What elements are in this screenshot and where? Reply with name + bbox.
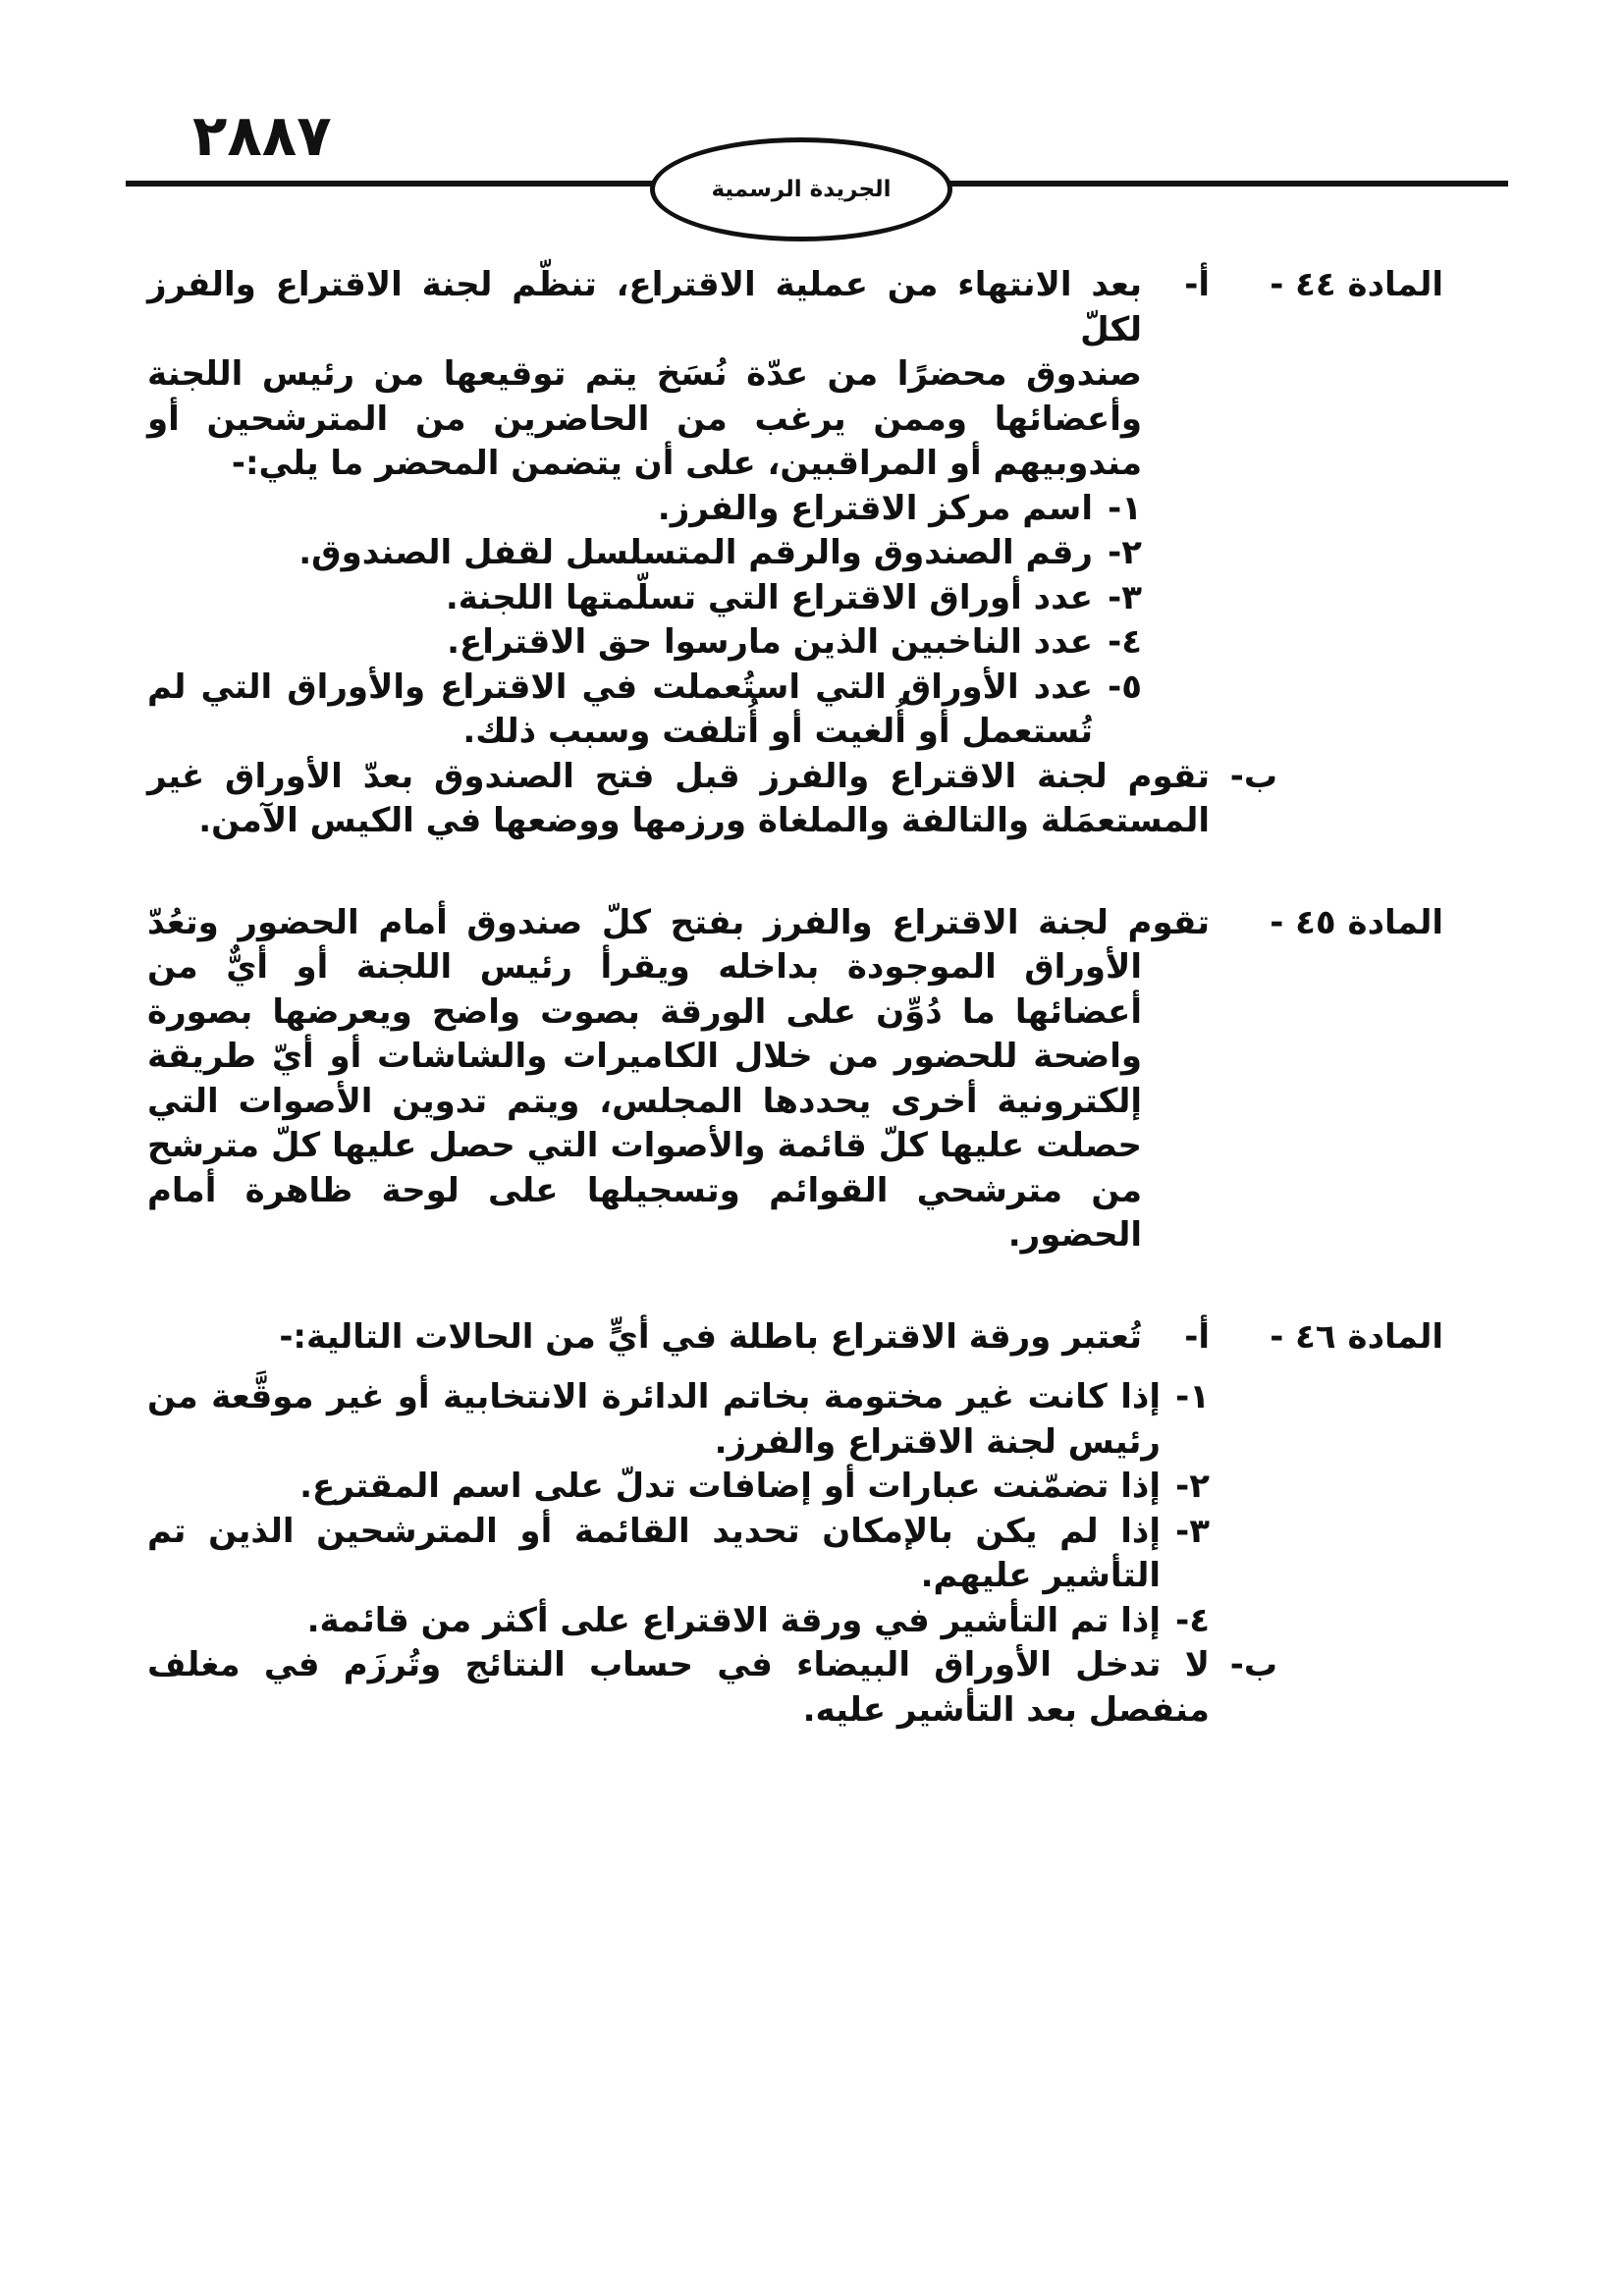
article-label: المادة ٤٥ - (1270, 902, 1443, 942)
clause-text: تقوم لجنة الاقتراع والفرز قبل فتح الصندوق بعدّ الأوراق غير المستعمَلة والتالفة والملغاة ورزمها ووضعها في الكيس الآمن. (147, 756, 1210, 840)
article-45 (147, 901, 1443, 1258)
article-first-line: تقوم لجنة الاقتراع والفرز بفتح كلّ صندوق أمام الحضور وتعُدّ (147, 902, 1210, 942)
clause-a (147, 263, 1210, 352)
list-item (147, 620, 1142, 666)
clause-a (147, 1315, 1210, 1361)
list-item (147, 1599, 1210, 1644)
gazette-title-oval (650, 137, 952, 241)
document-body (147, 263, 1443, 1733)
clause-text: لا تدخل الأوراق البيضاء في حساب النتائج وتُرزَم في مغلف منفصل بعد التأشير عليه. (147, 1645, 1210, 1730)
item-text: إذا كانت غير مختومة بخاتم الدائرة الانتخابية أو غير موقَّعة من رئيس لجنة الاقتراع والفرز. (147, 1377, 1161, 1462)
clause-first-line: بعد الانتهاء من عملية الاقتراع، تنظّم لجنة الاقتراع والفرز لكلّ (147, 265, 1142, 349)
clause-marker: ب- (1229, 756, 1277, 796)
clause-marker: أ- (1184, 1316, 1210, 1357)
item-text: عدد الأوراق التي استُعملت في الاقتراع والأوراق التي لم تُستعمل أو أُلغيت أو أُتلفت وسبب ذلك. (147, 667, 1093, 751)
item-marker: ٣- (1108, 577, 1142, 617)
item-marker: ٤- (1175, 1600, 1210, 1640)
clause-marker: ب- (1229, 1645, 1277, 1684)
list-item (147, 666, 1142, 755)
article-label: المادة ٤٦ - (1270, 1316, 1443, 1357)
list-item (147, 1465, 1210, 1510)
item-text: رقم الصندوق والرقم المتسلسل لقفل الصندوق. (298, 533, 1093, 572)
item-marker: ١- (1175, 1377, 1210, 1416)
list-item (147, 531, 1142, 576)
item-marker: ٢- (1108, 533, 1142, 572)
clause-text: تُعتبر ورقة الاقتراع باطلة في أيٍّ من الحالات التالية:- (279, 1316, 1142, 1357)
list-item (147, 576, 1142, 621)
article-text: الأوراق الموجودة بداخله ويقرأ رئيس اللجنة أو أيٌّ من أعضائها ما دُوِّن على الورقة بصوت واضح ويعرضها بصورة واضحة للحضور من خلال الكاميرات والشاشات أو أيّ طريقة إلكترونية أخرى يحددها المجلس، ويتم تدوين الأصوات التي حصلت عليها كلّ قائمة والأصوات التي حصل عليها كلّ مترشح من مترشحي القوائم وتسجيلها على لوحة ظاهرة أمام الحضور. (147, 947, 1142, 1255)
list-item (147, 487, 1142, 532)
item-marker: ٢- (1175, 1467, 1210, 1506)
item-text: إذا لم يكن بالإمكان تحديد القائمة أو المترشحين الذين تم التأشير عليهم. (147, 1511, 1161, 1595)
article-46 (147, 1315, 1443, 1734)
clause-b (147, 755, 1277, 844)
list-item (147, 1510, 1210, 1599)
gazette-title: الجريدة الرسمية (711, 177, 892, 202)
item-marker: ٣- (1175, 1511, 1210, 1551)
clause-marker: أ- (1184, 265, 1210, 304)
clause-b (147, 1643, 1277, 1733)
list-item (147, 1375, 1210, 1465)
article-label: المادة ٤٤ - (1270, 265, 1443, 304)
item-text: عدد الناخبين الذين مارسوا حق الاقتراع. (447, 622, 1093, 662)
item-text: إذا تضمّنت عبارات أو إضافات تدلّ على اسم المقترع. (299, 1467, 1161, 1506)
article-44 (147, 263, 1443, 844)
spacer (147, 1360, 1210, 1375)
item-marker: ٥- (1108, 667, 1142, 707)
item-marker: ١- (1108, 488, 1142, 528)
item-text: اسم مركز الاقتراع والفرز. (657, 488, 1093, 528)
clause-text: صندوق محضرًا من عدّة نُسَخ يتم توقيعها من رئيس اللجنة وأعضائها وممن يرغب من الحاضرين من المترشحين أو مندوبيهم أو المراقبين، على أن يتضمن المحضر ما يلي:- (147, 354, 1142, 483)
item-marker: ٤- (1108, 622, 1142, 662)
item-text: عدد أوراق الاقتراع التي تسلّمتها اللجنة. (445, 577, 1093, 617)
item-text: إذا تم التأشير في ورقة الاقتراع على أكثر من قائمة. (306, 1600, 1161, 1640)
page-number: ٢٨٨٧ (192, 102, 332, 169)
